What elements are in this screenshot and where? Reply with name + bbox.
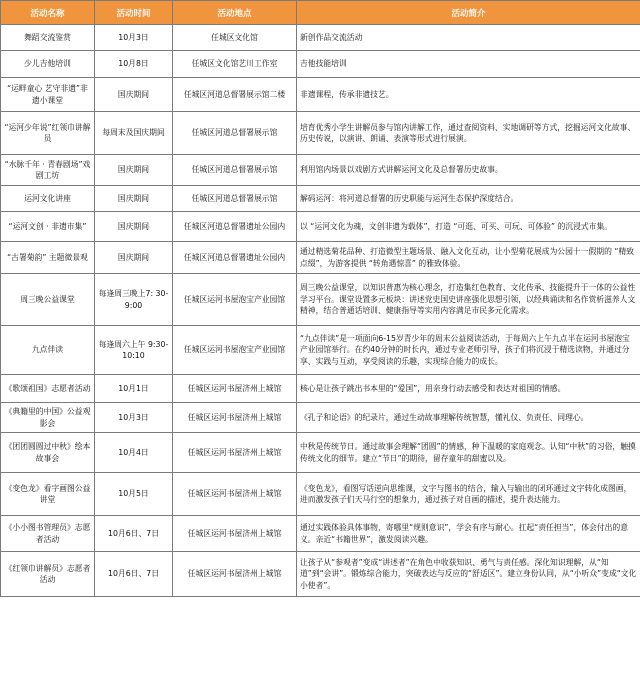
header-activity-name: 活动名称 [1,1,95,25]
activity-desc-cell: 《孔子和论语》的纪录片，通过生动故事理解传统智慧，懂礼仪、负责任、同理心。 [297,403,640,433]
activity-desc-cell: 核心是让孩子跳出书本里的“爱国”，用亲身行动去感受和表达对祖国的情感。 [297,375,640,403]
table-row [1,516,640,552]
activity-name-cell: 《红领巾讲解员》志愿者活动 [1,552,95,597]
activity-name-cell: “运河文创 · 非遗市集” [1,212,95,242]
activity-name-cell: 周三晚公益课堂 [1,274,95,326]
activity-desc-cell: 以 “运河文化为魂，文创非遗为载体”，打造 “可逛、可买、可玩、可体验” 的沉浸式市集。 [297,212,640,242]
activity-desc-cell: 《变色龙》，看图写话逆向思维课，文字与图书的结合，输入与输出的闭环通过文字转化成图画，进而激发孩子们天马行空的想象力，通过孩子对自画的描述，提升表达能力。 [297,473,640,516]
activity-time-cell: 10月6日、7日 [95,516,173,552]
activity-place-cell: 任城区文化馆艺川工作室 [173,51,297,78]
table-row [1,433,640,473]
header-activity-place: 活动地点 [173,1,297,25]
activity-place-cell: 任城区文化馆 [173,25,297,51]
activity-desc-cell: 中秋是传统节日。通过故事会理解“团圆”的情感，种下温暖的家庭观念。认知“中秋”的习俗，触摸传统文化的细节。建立“节日”的期待，留存童年的甜蜜以及。 [297,433,640,473]
table-row [1,155,640,186]
activity-name-cell: “运河少年说”红领巾讲解员 [1,112,95,155]
activity-time-cell: 10月8日 [95,51,173,78]
activity-place-cell: 任城区运河书屋济州上城馆 [173,516,297,552]
activity-desc-cell: 非遗课程，传承非遗技艺。 [297,78,640,112]
activity-desc-cell: “九点伴读”是一项面向6-15岁青少年的周末公益阅读活动，于每周六上午九点半在运河书屋泡宝产业园馆举行。在约40分钟的时长内，通过专业老师引导，孩子们将沉浸于精选读物，并通过分享、实践与互动，享受阅读的乐趣，实现综合能力的成长。 [297,326,640,375]
activity-time-cell: 每逢周六上午 9:30-10:10 [95,326,173,375]
activity-name-cell: 《团团圆圆过中秋》绘本故事会 [1,433,95,473]
activity-desc-cell: 利用馆内场景以戏剧方式讲解运河文化及总督署历史故事。 [297,155,640,186]
activity-name-cell: “运畔童心 艺守非遗”非遗小课堂 [1,78,95,112]
activity-time-cell: 每周末及国庆期间 [95,112,173,155]
activity-name-cell: 《变色龙》看字画图公益讲堂 [1,473,95,516]
activity-name-cell: 运河文化讲座 [1,186,95,212]
table-row [1,112,640,155]
activity-time-cell: 10月3日 [95,403,173,433]
activity-name-cell: 《小小图书管理员》志愿者活动 [1,516,95,552]
activity-time-cell: 国庆期间 [95,155,173,186]
activity-desc-cell: 解码运河：将河道总督署的历史职能与运河生态保护深度结合。 [297,186,640,212]
activity-desc-cell: 让孩子从“参观者”变成“讲述者”在角色中收获知识、勇气与责任感。深化知识理解，从“知道”到“会讲”。锻炼综合能力，突破表达与反应的“舒适区”。建立身份认同，从“小听众”变成“文化小使者”。 [297,552,640,597]
activity-desc-cell: 周三晚公益课堂，以知识普惠为核心理念，打造集红色教育、文化传承、技能提升于一体的公益性学习平台。课堂设置多元板块：讲述党史国史讲座强化思想引领，以经典诵读和名作赏析滋养人文精神，结合普通话培训、健康指导等实用内容满足市民多元化需求。 [297,274,640,326]
activity-desc-cell: 通过精选菊花品种、打造微型主题场景、融入文化互动，让小型菊花展成为公园十一假期的 “精致点缀”，为游客提供 “转角遇惊喜” 的雅致体验。 [297,242,640,274]
activity-time-cell: 国庆期间 [95,242,173,274]
table-row [1,78,640,112]
activity-place-cell: 任城区运河书屋泡宝产业园馆 [173,274,297,326]
activity-time-cell: 10月3日 [95,25,173,51]
header-activity-time: 活动时间 [95,1,173,25]
activity-place-cell: 任城区运河书屋济州上城馆 [173,473,297,516]
table-row [1,25,640,51]
activity-place-cell: 任城区河道总督署展示馆 [173,155,297,186]
activity-desc-cell: 吉他技能培训 [297,51,640,78]
activity-desc-cell: 通过实践体验具体事物，寄哪里“规则意识”，学会有序与耐心。扛起“责任担当”，体会付出的意义。亲近“书籍世界”，激发阅读兴趣。 [297,516,640,552]
table-row [1,274,640,326]
table-row [1,51,640,78]
activity-place-cell: 任城区运河书屋济州上城馆 [173,403,297,433]
activity-name-cell: 《歌颂祖国》志愿者活动 [1,375,95,403]
activity-desc-cell: 培育优秀小学生讲解员参与馆内讲解工作，通过查阅资料、实地调研等方式，挖掘运河文化故事、历史传说，以演讲、朗诵、表演等形式进行展演。 [297,112,640,155]
table-row [1,375,640,403]
table-row [1,473,640,516]
activity-name-cell: “古署菊韵” 主题微景观 [1,242,95,274]
activity-place-cell: 任城区河道总督署遗址公园内 [173,212,297,242]
activity-place-cell: 任城区河道总督署展示馆 [173,112,297,155]
header-activity-desc: 活动简介 [297,1,640,25]
activity-place-cell: 任城区河道总督署展示馆 [173,186,297,212]
activity-time-cell: 10月4日 [95,433,173,473]
activity-place-cell: 任城区运河书屋泡宝产业园馆 [173,326,297,375]
activity-name-cell: 少儿吉他培训 [1,51,95,78]
table-row [1,403,640,433]
activity-place-cell: 任城区运河书屋济州上城馆 [173,433,297,473]
table-row [1,552,640,597]
activity-place-cell: 任城区运河书屋济州上城馆 [173,375,297,403]
activity-time-cell: 10月6日、7日 [95,552,173,597]
activity-desc-cell: 新创作品交流活动 [297,25,640,51]
activity-name-cell: 《典籍里的中国》公益观影会 [1,403,95,433]
activity-time-cell: 10月1日 [95,375,173,403]
table-row [1,212,640,242]
activity-time-cell: 国庆期间 [95,78,173,112]
activity-place-cell: 任城区河道总督署展示馆二楼 [173,78,297,112]
activity-name-cell: “水脉千年 · 青春剧场”戏剧工坊 [1,155,95,186]
activity-time-cell: 每逢周三晚上7: 30-9:00 [95,274,173,326]
table-row [1,186,640,212]
activity-place-cell: 任城区运河书屋济州上城馆 [173,552,297,597]
table-row [1,242,640,274]
header-row [1,1,640,25]
activity-time-cell: 国庆期间 [95,186,173,212]
activity-time-cell: 国庆期间 [95,212,173,242]
table-row [1,326,640,375]
activity-name-cell: 九点伴读 [1,326,95,375]
activity-place-cell: 任城区河道总督署遗址公园内 [173,242,297,274]
activity-name-cell: 舞蹈交流鉴赏 [1,25,95,51]
activity-time-cell: 10月5日 [95,473,173,516]
